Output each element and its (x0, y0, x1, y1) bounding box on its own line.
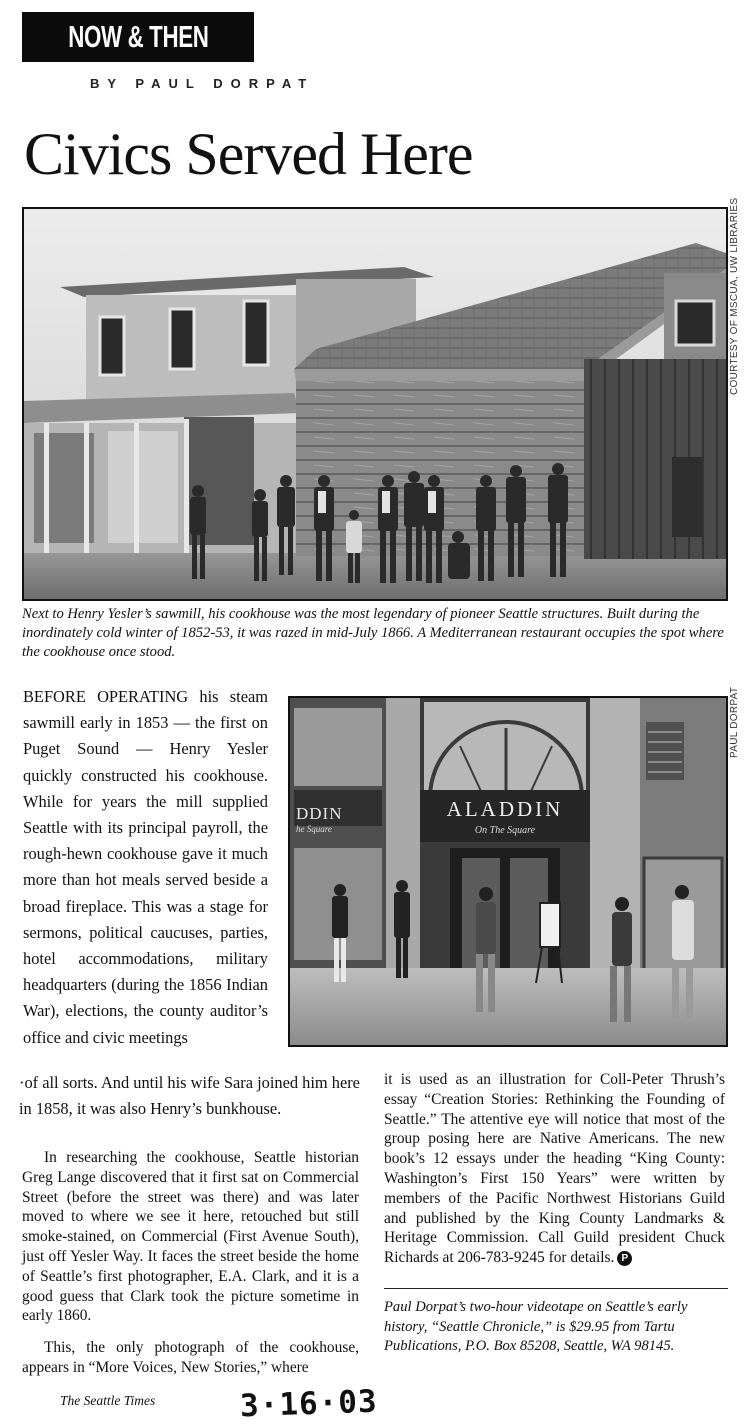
article-para1-tail: ·of all sorts. And until his wife Sara joined him here in 1858, it was also Henry’s bunkhouse. (19, 1073, 360, 1119)
main-sign-subtext: On The Square (474, 825, 536, 836)
main-sign-text: ALADDIN (446, 797, 564, 821)
publication-name: The Seattle Times (60, 1393, 156, 1408)
article-para1-body: his steam sawmill early in 1853 — the first on Puget Sound — Henry Yesler quickly constructed his cookhouse. While for years the mill supplied Seattle with its principal payroll, the rough-hewn cookhouse gave it much more than hot meals served beside a broad fireplace. This was a stage for sermons, political caucuses, parties, hotel accommodations, military headquarters (during the 1856 Indian War), elections, the county auditor’s office and civic meetings (23, 687, 269, 1047)
video-promo: Paul Dorpat’s two-hour videotape on Seattle’s early history, “Seattle Chronicle,” is $29.95 from Tartu Publications, P.O. Box 85208, Seattle, WA 98145. (384, 1299, 688, 1354)
article-lead-in: BEFORE OPERATING (23, 687, 189, 706)
photo-caption: Next to Henry Yesler’s sawmill, his cookhouse was the most legendary of pioneer Seattle structures. Built during the inordinately cold winter of 1852-53, it was razed in mid-July 1866. A Mediterranean restaurant occupies the spot where the cookhouse once stood. (22, 606, 724, 660)
promo-divider (384, 1288, 728, 1289)
article-para4 (384, 1070, 725, 1268)
article-para2: In researching the cookhouse, Seattle historian Greg Lange discovered that it first sat on Commercial Street (before the street was there) and was later moved to where we see it here, retouched but still smoke-stained, on Commercial (First Avenue South), just off Yesler Way. It faces the street beside the home of Seattle’s first photographer, E.A. Clark, and it is a good guess that Clark took the picture sometime in early 1860. (22, 1149, 359, 1325)
historic-cookhouse-photo (22, 207, 728, 601)
modern-photo-illustration (290, 698, 726, 1045)
historic-photo-illustration (24, 209, 726, 599)
byline: BY PAUL DORPAT (90, 76, 315, 91)
modern-restaurant-photo (288, 696, 728, 1047)
photo1-credit: COURTESY OF MSCUA, UW LIBRARIES (729, 197, 740, 395)
section-masthead (22, 12, 254, 62)
left-sign-text: DDIN (296, 804, 343, 823)
headline: Civics Served Here (24, 121, 473, 187)
article-para1 (23, 684, 268, 1051)
left-sign-subtext: he Square (296, 824, 332, 834)
masthead-title: NOW & THEN (67, 19, 209, 54)
handwritten-date: 3·16·03 (239, 1383, 379, 1425)
end-mark-icon: P (617, 1251, 632, 1266)
article-para4-body: it is used as an illustration for Coll-Peter Thrush’s essay “Creation Stories: Rethinking the Founding of Seattle.” The attentive eye will notice that most of the group posing here are Native Americans. The new book’s 12 essays under the heading “King County: Washington’s First 150 Years” were written by members of the Pacific Northwest Historians Guild and published by the King County Landmarks & Heritage Commission. Call Guild president Chuck Richards at 206-783-9245 for details. (384, 1071, 725, 1267)
article-para3: This, the only photograph of the cookhouse, appears in “More Voices, New Stories,” where (22, 1339, 359, 1376)
photo2-credit: PAUL DORPAT (729, 686, 740, 758)
